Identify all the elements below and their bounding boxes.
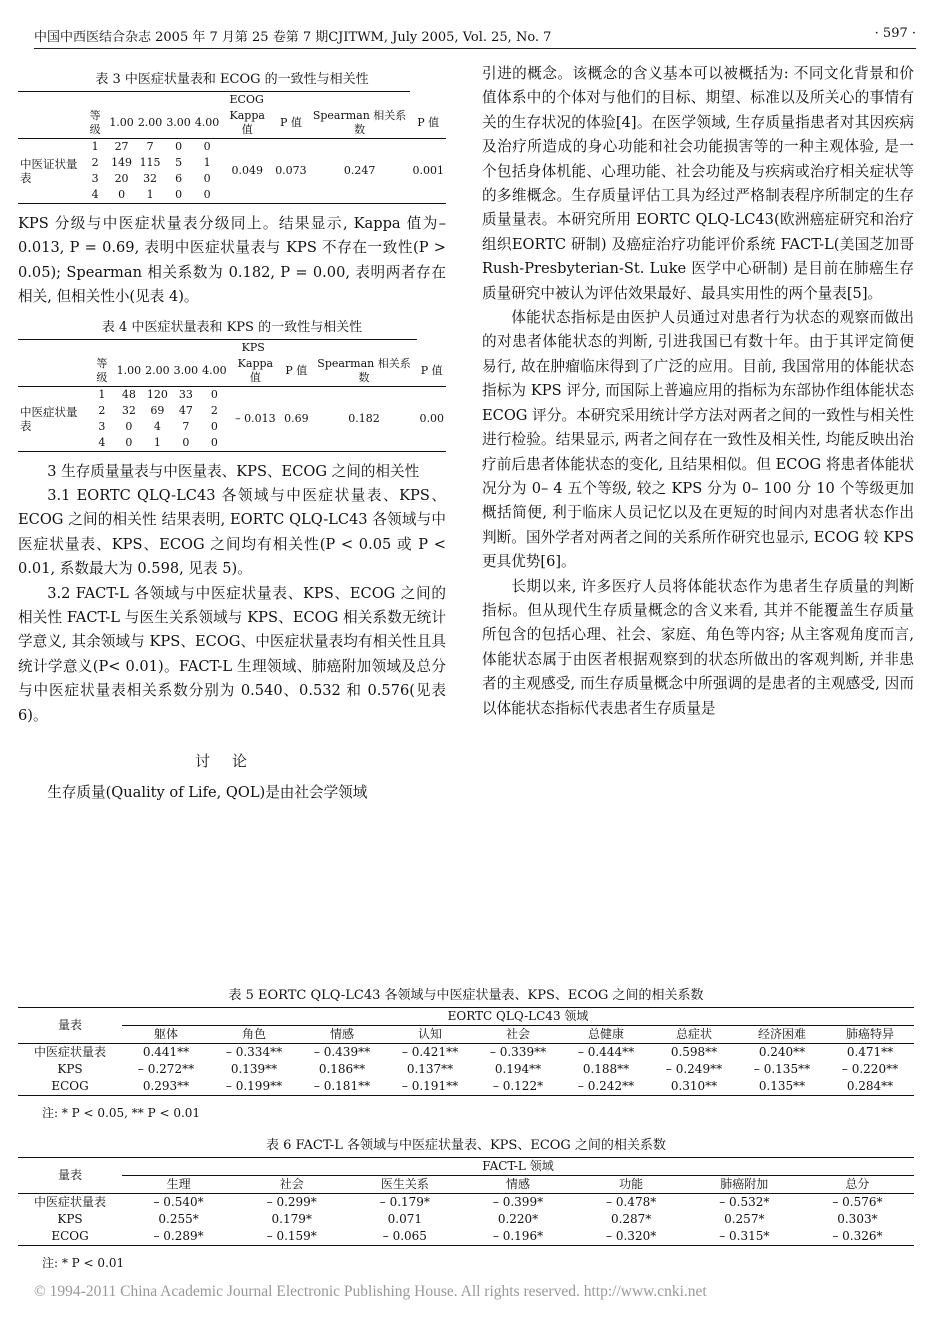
table6-cell: – 0.320* xyxy=(575,1228,688,1246)
table4-col: Spearman 相关系数 xyxy=(311,356,418,387)
table4-cell: 0 xyxy=(210,419,218,433)
table5-cell: 0.135** xyxy=(738,1078,826,1096)
section-3-2: 3.2 FACT-L 各领域与中医症状量表、KPS、ECOG 之间的相关性 FACT-L 与医生关系领域与 KPS、ECOG 相关系数无统计学意义, 其余领域与 KPS、ECOG、中医症状量表均有相关性且具统计学意义(P< 0.01)。FACT-L 生理领域、肺癌附加领域及总分与中医症状量表相关系数分别为 0.540、0.532 和 0.576(见表 6)。 xyxy=(18,584,446,724)
table3-p1: 0.073 xyxy=(273,139,309,204)
table5-block xyxy=(18,978,914,1121)
table6-group: FACT-L 领域 xyxy=(122,1158,914,1176)
table5-col: 认知 xyxy=(386,1026,474,1044)
table5-col: 总健康 xyxy=(562,1026,650,1044)
table4-cell: 0 xyxy=(172,435,201,452)
table5-cell: 0.471** xyxy=(846,1045,894,1059)
table5-cell: – 0.444** xyxy=(577,1045,635,1059)
table6-cell: – 0.299* xyxy=(266,1195,317,1209)
table6-cell: – 0.179* xyxy=(379,1195,430,1209)
table5-col: 总症状 xyxy=(650,1026,738,1044)
table4-group: KPS xyxy=(89,339,417,356)
table3-cell: 0 xyxy=(203,140,211,153)
table6-cell: 0.071 xyxy=(387,1212,423,1226)
table6-block xyxy=(18,1128,914,1271)
table5-col: 经济困难 xyxy=(738,1026,826,1044)
section-3-heading: 3 生存质量量表与中医量表、KPS、ECOG 之间的相关性 xyxy=(47,462,420,480)
table3-cell: 149 xyxy=(111,156,133,169)
table3-cell: 20 xyxy=(114,172,129,185)
journal-citation: 中国中西医结合杂志 2005 年 7 月第 25 卷第 7 期CJITWM, July 2005, Vol. 25, No. 7 xyxy=(34,30,552,45)
table6-col: 总分 xyxy=(801,1176,914,1194)
table6-row-label: 中医症状量表 xyxy=(33,1195,106,1209)
table5-row-label: KPS xyxy=(57,1062,83,1076)
table6-note: 注: * P < 0.01 xyxy=(42,1256,125,1270)
table5-caption: 表 5 EORTC QLQ-LC43 各领域与中医症状量表、KPS、ECOG 之间的相关系数 xyxy=(228,988,704,1003)
table6-cell: – 0.326* xyxy=(801,1228,914,1246)
table6-row-label: ECOG xyxy=(18,1228,122,1246)
table5-row-label: 中医症状量表 xyxy=(33,1045,106,1059)
table6-cell: – 0.576* xyxy=(832,1195,883,1209)
table4-spearman: 0.182 xyxy=(311,386,418,451)
table4-cell: 1 xyxy=(143,435,172,452)
table4-cell: 3 xyxy=(98,419,106,433)
table3-col: 2.00 xyxy=(136,108,165,139)
table5-cell: – 0.339** xyxy=(489,1045,547,1059)
table3-cell: 2 xyxy=(91,156,99,169)
table5-cell: 0.186** xyxy=(318,1062,366,1076)
table6-cell: 0.179* xyxy=(271,1212,312,1226)
table4-cell: 2 xyxy=(210,403,218,417)
table3-cell: 3 xyxy=(91,172,99,185)
table5-cell: – 0.272** xyxy=(137,1062,195,1076)
table5-cell: – 0.249** xyxy=(665,1062,723,1076)
table6-cell: 0.255* xyxy=(158,1212,199,1226)
table3-col: 1.00 xyxy=(107,108,136,139)
table4-cell: 0 xyxy=(210,387,218,401)
table5-note: 注: * P < 0.05, ** P < 0.01 xyxy=(42,1106,201,1120)
table3-cell: 1 xyxy=(203,156,211,169)
copyright-footer: © 1994-2011 China Academic Journal Electronic Publishing House. All rights reserved. http://www.cnki.net xyxy=(34,1283,707,1300)
table3-col: Kappa 值 xyxy=(221,108,273,139)
table6-col: 医生关系 xyxy=(348,1176,461,1194)
table5-cell: 0.240** xyxy=(758,1045,806,1059)
table5-cell: – 0.334** xyxy=(225,1045,283,1059)
page-header xyxy=(34,26,916,49)
table3-cell: 0 xyxy=(203,172,211,185)
table3-row-label: 中医证状量表 xyxy=(18,139,83,204)
table6-cell: – 0.065 xyxy=(348,1228,461,1246)
table6-stub: 量表 xyxy=(18,1158,122,1194)
table5-row-label: ECOG xyxy=(18,1078,122,1096)
table3-cell: 1 xyxy=(91,140,99,153)
table3-cell: 1 xyxy=(136,187,165,204)
table6-cell: 0.257* xyxy=(724,1212,765,1226)
table5-cell: – 0.191** xyxy=(386,1078,474,1096)
table5-cell: – 0.181** xyxy=(298,1078,386,1096)
table3-caption: 表 3 中医症状量表和 ECOG 的一致性与相关性 xyxy=(95,72,369,87)
table6-row-label: KPS xyxy=(57,1212,83,1226)
table4-cell: 0 xyxy=(200,435,229,452)
table6-col: 情感 xyxy=(461,1176,574,1194)
table4-kappa: – 0.013 xyxy=(229,386,282,451)
table5-cell: 0.139** xyxy=(230,1062,278,1076)
table5-group: EORTC QLQ-LC43 领域 xyxy=(122,1008,914,1026)
table6-cell: – 0.196* xyxy=(461,1228,574,1246)
table5-cell: – 0.220** xyxy=(841,1062,899,1076)
table4-cell: 7 xyxy=(182,419,190,433)
table3-cell: 5 xyxy=(175,156,183,169)
table5-cell: 0.293** xyxy=(122,1078,210,1096)
discussion-start: 生存质量(Quality of Life, QOL)是由社会学领域 xyxy=(47,784,368,802)
table5-col: 肺癌特异 xyxy=(826,1026,914,1044)
table3-cell: 27 xyxy=(114,140,129,153)
table6-cell: – 0.540* xyxy=(153,1195,204,1209)
table5-cell: – 0.439** xyxy=(313,1045,371,1059)
table5-cell: 0.137** xyxy=(406,1062,454,1076)
table6-col: 生理 xyxy=(122,1176,235,1194)
table6-cell: – 0.315* xyxy=(688,1228,801,1246)
table5-cell: 0.310** xyxy=(650,1078,738,1096)
table5-cell: 0.284** xyxy=(826,1078,914,1096)
left-column xyxy=(18,62,446,806)
table4-cell: 33 xyxy=(178,387,193,401)
table3-cell: 32 xyxy=(143,172,158,185)
table6-cell: – 0.532* xyxy=(719,1195,770,1209)
table5-cell: 0.194** xyxy=(494,1062,542,1076)
section-3-1: 3.1 EORTC QLQ-LC43 各领域与中医症状量表、KPS、ECOG 之间的相关性 结果表明, EORTC QLQ-LC43 各领域与中医症状量表、KPS、ECOG 之间均有相关性(P < 0.05 或 P < 0.01, 系数最大为 0.598, 见表 5)。 xyxy=(18,487,446,578)
table4-p1: 0.69 xyxy=(282,386,311,451)
table4-col: Kappa 值 xyxy=(229,356,282,387)
table3-col: P 值 xyxy=(410,108,446,139)
table4-row-label: 中医症状量表 xyxy=(18,386,89,451)
table4-col: 1.00 xyxy=(115,356,144,387)
table5-col: 躯体 xyxy=(122,1026,210,1044)
table5-cell: 0.598** xyxy=(670,1045,718,1059)
table6-cell: 0.303* xyxy=(837,1212,878,1226)
table4-caption: 表 4 中医症状量表和 KPS 的一致性与相关性 xyxy=(101,319,363,335)
table5-cell: 0.188** xyxy=(582,1062,630,1076)
table6-cell: – 0.399* xyxy=(492,1195,544,1209)
table6-col: 功能 xyxy=(575,1176,688,1194)
table6-col: 社会 xyxy=(235,1176,348,1194)
table6-cell: 0.287* xyxy=(610,1212,652,1226)
table4-col: 等级 xyxy=(89,356,115,387)
table6-cell: – 0.289* xyxy=(122,1228,235,1246)
table6-col: 肺癌附加 xyxy=(688,1176,801,1194)
table3-group: ECOG xyxy=(83,92,411,109)
table4-cell: 4 xyxy=(89,435,115,452)
table5-col: 社会 xyxy=(474,1026,562,1044)
results-paragraph-kps: KPS 分级与中医症状量表分级同上。结果显示, Kappa 值为– 0.013, P = 0.69, 表明中医症状量表与 KPS 不存在一致性(P > 0.05); Spearman 相关系数为 0.182, P = 0.00, 表明两者存在相关, 但相关性小(见表 4)。 xyxy=(18,215,446,306)
table4-cell: 120 xyxy=(146,387,168,401)
table4-col: 2.00 xyxy=(143,356,172,387)
table3 xyxy=(18,91,446,204)
table3-cell: 4 xyxy=(83,187,107,204)
table6-caption: 表 6 FACT-L 各领域与中医症状量表、KPS、ECOG 之间的相关系数 xyxy=(266,1138,666,1153)
table4-cell: 2 xyxy=(98,403,106,417)
table5-cell: 0.441** xyxy=(142,1045,190,1059)
table3-cell: 6 xyxy=(175,172,183,185)
table4-cell: 0 xyxy=(125,419,133,433)
table5-col: 角色 xyxy=(210,1026,298,1044)
table4-cell: 47 xyxy=(178,403,193,417)
table4-cell: 48 xyxy=(121,387,136,401)
table3-col: 3.00 xyxy=(164,108,193,139)
table6 xyxy=(18,1157,914,1246)
table3-spearman: 0.247 xyxy=(309,139,411,204)
table3-p2: 0.001 xyxy=(410,139,446,204)
table3-col: 等级 xyxy=(83,108,107,139)
table5 xyxy=(18,1007,914,1096)
table3-cell: 0 xyxy=(193,187,222,204)
table5-cell: – 0.122* xyxy=(474,1078,562,1096)
table4-cell: 32 xyxy=(121,403,136,417)
table4-col: P 值 xyxy=(282,356,311,387)
discussion-paragraph-1: 引进的概念。该概念的含义基本可以被概括为: 不同文化背景和价值体系中的个体对与他们的目标、期望、标准以及所关心的事情有关的生存状况的体验[4]。在医学领域, 生存质量指患者对其因疾病及治疗所造成的身心功能和社会功能损害等的一种主观体验, 是一个包括身体机能、心理功能、社会功能及与疾病或治疗相关症状等的多维概念。生存质量评估工具为经过严格制表程序所制定的生存质量量表。本研究所用 EORTC QLQ-LC43(欧洲癌症研究和治疗组织EORTC 研制) 及癌症治疗功能评价系统 FACT-L(美国芝加哥 Rush-Presbyterian-St. Luke 医学中心研制) 是目前在肺癌生存质量研究中被认为评估效果最好、最具实用性的两个量表[5]。 xyxy=(482,65,914,302)
table3-cell: 0 xyxy=(164,187,193,204)
table5-cell: – 0.199** xyxy=(210,1078,298,1096)
table3-kappa: 0.049 xyxy=(221,139,273,204)
table3-cell: 115 xyxy=(139,156,161,169)
right-column xyxy=(482,62,914,721)
table3-cell: 0 xyxy=(107,187,136,204)
discussion-heading: 讨论 xyxy=(194,752,269,771)
table5-cell: – 0.242** xyxy=(562,1078,650,1096)
table4-cell: 0 xyxy=(115,435,144,452)
table3-col: P 值 xyxy=(273,108,309,139)
table6-cell: – 0.478* xyxy=(606,1195,657,1209)
table5-stub: 量表 xyxy=(18,1008,122,1044)
table6-cell: – 0.159* xyxy=(235,1228,348,1246)
table4-p2: 0.00 xyxy=(417,386,446,451)
table5-cell: – 0.421** xyxy=(401,1045,459,1059)
table3-col: 4.00 xyxy=(193,108,222,139)
table5-col: 情感 xyxy=(298,1026,386,1044)
table4-col: P 值 xyxy=(417,356,446,387)
table5-cell: – 0.135** xyxy=(753,1062,811,1076)
table4-col: 4.00 xyxy=(200,356,229,387)
table3-cell: 7 xyxy=(146,140,154,153)
discussion-paragraph-2: 体能状态指标是由医护人员通过对患者行为状态的观察而做出的对患者体能状态的判断, 引进我国已有数十年。由于其评定简便易行, 故在肿瘤临床得到了广泛的应用。目前, 我国常用的体能状态指标为 KPS 评分, 而国际上普遍应用的指标为东部协作组体能状态 ECOG 评分。本研究采用统计学方法对两者之间的一致性与相关性进行检验。结果显示, 两者之间存在一致性及相关性, 均能反映出治疗前后患者体能状态的变化, 且结果相似。但 ECOG 将患者体能状况分为 0– 4 五个等级, 较之 KPS 分为 0– 100 分 10 个等级更加概括简便, 利于临床人员记忆以及在更短的时间内对患者状态作出判断。国外学者对两者之间的关系所作研究也显示, ECOG 较 KPS 更具优势[6]。 xyxy=(482,309,914,571)
discussion-paragraph-3: 长期以来, 许多医疗人员将体能状态作为患者生存质量的判断指标。但从现代生存质量概念的含义来看, 其并不能覆盖生存质量所包含的包括心理、社会、家庭、角色等内容; 从主客观角度而言, 体能状态属于由医者根据观察到的状态所做出的客观判断, 并非患者的主观感受, 而生存质量概念中所强调的是患者的主观感受, 因而以体能状态指标代表患者生存质量是 xyxy=(482,577,914,717)
table3-col: Spearman 相关系数 xyxy=(309,108,411,139)
table3-cell: 0 xyxy=(175,140,183,153)
table4-cell: 69 xyxy=(150,403,165,417)
table4-cell: 4 xyxy=(153,419,161,433)
table4 xyxy=(18,339,446,452)
table4-col: 3.00 xyxy=(172,356,201,387)
table6-cell: 0.220* xyxy=(497,1212,539,1226)
table4-cell: 1 xyxy=(98,387,106,401)
page-number: · 597 · xyxy=(874,26,916,41)
